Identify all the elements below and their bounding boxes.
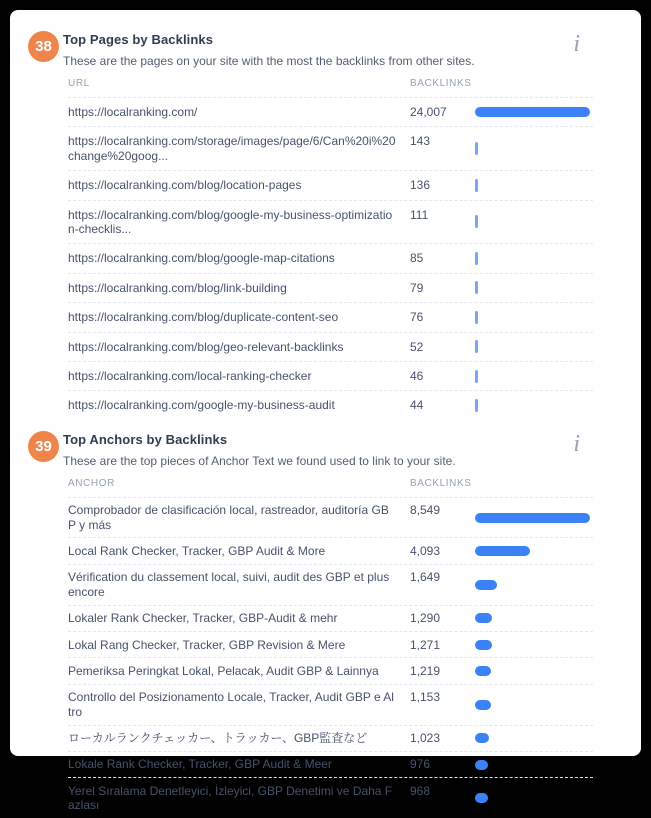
backlinks-bar	[475, 142, 478, 155]
table-row	[68, 274, 593, 303]
table-row	[68, 333, 593, 362]
row-label: https://localranking.com/blog/location-pages	[68, 178, 302, 193]
section-title: Top Anchors by Backlinks	[63, 431, 228, 447]
backlinks-bar	[475, 311, 478, 324]
row-backlinks-count: 44	[410, 398, 424, 413]
table-row	[68, 127, 593, 171]
backlinks-bar	[475, 370, 478, 383]
column-header-backlinks: BACKLINKS	[410, 477, 472, 489]
section-header	[28, 430, 623, 468]
table-row	[68, 565, 593, 606]
row-bar-cell	[475, 281, 593, 295]
row-label: https://localranking.com/local-ranking-checker	[68, 368, 312, 383]
top-pages-table	[68, 78, 593, 420]
row-bar-cell	[475, 310, 593, 324]
row-bar-cell	[475, 340, 593, 354]
section-number-badge: 38	[28, 31, 59, 62]
row-label: https://localranking.com/	[68, 105, 198, 119]
backlinks-bar	[475, 793, 488, 803]
section-top-pages	[28, 30, 623, 420]
table-header-row	[68, 478, 593, 498]
row-bar-cell	[475, 578, 593, 592]
section-header	[28, 30, 623, 68]
row-bar-cell	[475, 611, 593, 625]
backlinks-bar	[475, 733, 489, 743]
backlinks-bar	[475, 640, 492, 650]
row-backlinks-count: 52	[410, 339, 424, 354]
row-label: https://localranking.com/google-my-business-audit	[68, 398, 335, 413]
column-header-url: URL	[68, 78, 90, 89]
top-anchors-table	[68, 478, 593, 818]
table-row	[68, 726, 593, 752]
row-bar-cell	[475, 731, 593, 745]
backlinks-bar	[475, 580, 497, 590]
row-backlinks-count: 1,219	[410, 663, 441, 678]
table-row	[68, 498, 593, 539]
row-backlinks-count: 8,549	[410, 503, 441, 518]
row-bar-cell	[475, 664, 593, 678]
row-bar-cell	[475, 638, 593, 652]
column-header-backlinks: BACKLINKS	[410, 78, 472, 89]
row-backlinks-count: 111	[410, 207, 429, 222]
table-row	[68, 685, 593, 726]
backlinks-bar	[475, 760, 488, 770]
row-bar-cell	[475, 105, 593, 119]
backlinks-bar	[475, 546, 530, 556]
backlinks-bar	[475, 700, 491, 710]
row-backlinks-count: 1,649	[410, 570, 441, 585]
row-backlinks-count: 1,023	[410, 731, 441, 746]
table-row	[68, 201, 593, 245]
row-backlinks-count: 85	[410, 251, 424, 266]
backlinks-bar	[475, 340, 478, 353]
table-body	[68, 498, 593, 818]
backlinks-bar	[475, 399, 478, 412]
table-row	[68, 752, 593, 778]
row-backlinks-count: 4,093	[410, 543, 441, 558]
section-subtitle: These are the pages on your site with the most the backlinks from other sites.	[63, 54, 475, 68]
row-label: Comprobador de clasificación local, rastreador, auditoría GBP y más	[68, 503, 389, 532]
backlinks-bar	[475, 613, 492, 623]
backlinks-bar	[475, 666, 491, 676]
table-row	[68, 658, 593, 684]
backlinks-bar	[475, 215, 478, 228]
row-bar-cell	[475, 791, 593, 805]
row-bar-cell	[475, 398, 593, 412]
backlinks-bar	[475, 281, 478, 294]
backlinks-bar	[475, 252, 478, 265]
row-label: https://localranking.com/blog/google-my-business-optimization-checklis...	[68, 207, 393, 236]
row-bar-cell	[475, 252, 593, 266]
section-number-badge: 39	[28, 431, 59, 462]
row-bar-cell	[475, 544, 593, 558]
table-row	[68, 538, 593, 564]
backlinks-bar	[475, 513, 590, 523]
row-label: Pemeriksa Peringkat Lokal, Pelacak, Audit GBP & Lainnya	[68, 663, 379, 678]
table-row	[68, 606, 593, 632]
table-body	[68, 98, 593, 420]
table-row	[68, 244, 593, 273]
section-top-anchors	[28, 430, 623, 818]
row-backlinks-count: 76	[410, 310, 424, 325]
row-label: Vérification du classement local, suivi, audit des GBP et plus encore	[68, 570, 390, 599]
backlinks-bar	[475, 179, 478, 192]
row-bar-cell	[475, 511, 593, 525]
row-label: Controllo del Posizionamento Locale, Tracker, Audit GBP e Altro	[68, 690, 394, 719]
row-backlinks-count: 1,271	[410, 637, 441, 652]
info-icon[interactable]: i	[573, 430, 580, 457]
row-backlinks-count: 1,290	[410, 611, 441, 626]
row-label: https://localranking.com/blog/link-building	[68, 280, 287, 295]
row-bar-cell	[475, 178, 593, 192]
row-label: Lokal Rang Checker, Tracker, GBP Revision & Mere	[68, 637, 346, 652]
row-label: https://localranking.com/storage/images/page/6/Can%20i%20change%20goog...	[68, 134, 396, 163]
table-header-row	[68, 78, 593, 98]
section-header-text	[63, 430, 573, 468]
table-row	[68, 391, 593, 419]
report-card	[10, 10, 641, 813]
row-bar-cell	[475, 758, 593, 772]
row-backlinks-count: 46	[410, 368, 424, 383]
column-header-anchor: ANCHOR	[68, 477, 115, 489]
row-bar-cell	[475, 215, 593, 229]
row-bar-cell	[475, 142, 593, 156]
table-row	[68, 632, 593, 658]
row-backlinks-count: 968	[410, 783, 431, 798]
section-header-text	[63, 30, 573, 68]
row-backlinks-count: 976	[410, 757, 431, 772]
row-backlinks-count: 24,007	[410, 105, 447, 119]
table-row	[68, 171, 593, 200]
row-backlinks-count: 143	[410, 134, 431, 149]
row-bar-cell	[475, 369, 593, 383]
row-label: https://localranking.com/blog/duplicate-content-seo	[68, 310, 339, 325]
row-label: Lokale Rank Checker, Tracker, GBP Audit & Meer	[68, 757, 332, 772]
row-label: Local Rank Checker, Tracker, GBP Audit & More	[68, 543, 326, 558]
section-title: Top Pages by Backlinks	[63, 32, 214, 47]
row-label: https://localranking.com/blog/google-map-citations	[68, 251, 335, 266]
row-backlinks-count: 136	[410, 178, 431, 193]
table-row	[68, 98, 593, 127]
backlinks-bar	[475, 107, 590, 117]
row-bar-cell	[475, 698, 593, 712]
table-row	[68, 303, 593, 332]
table-row	[68, 778, 593, 818]
row-label: Yerel Sıralama Denetleyici, İzleyici, GBP Denetimi ve Daha Fazlası	[68, 783, 393, 813]
table-row	[68, 362, 593, 391]
row-label: ローカルランクチェッカー、トラッカー、GBP監査など	[68, 731, 368, 746]
row-label: Lokaler Rank Checker, Tracker, GBP-Audit & mehr	[68, 611, 338, 626]
row-backlinks-count: 79	[410, 280, 424, 295]
row-backlinks-count: 1,153	[410, 690, 441, 705]
section-subtitle: These are the top pieces of Anchor Text we found used to link to your site.	[63, 453, 456, 468]
info-icon[interactable]: i	[573, 31, 580, 57]
row-label: https://localranking.com/blog/geo-relevant-backlinks	[68, 339, 344, 354]
